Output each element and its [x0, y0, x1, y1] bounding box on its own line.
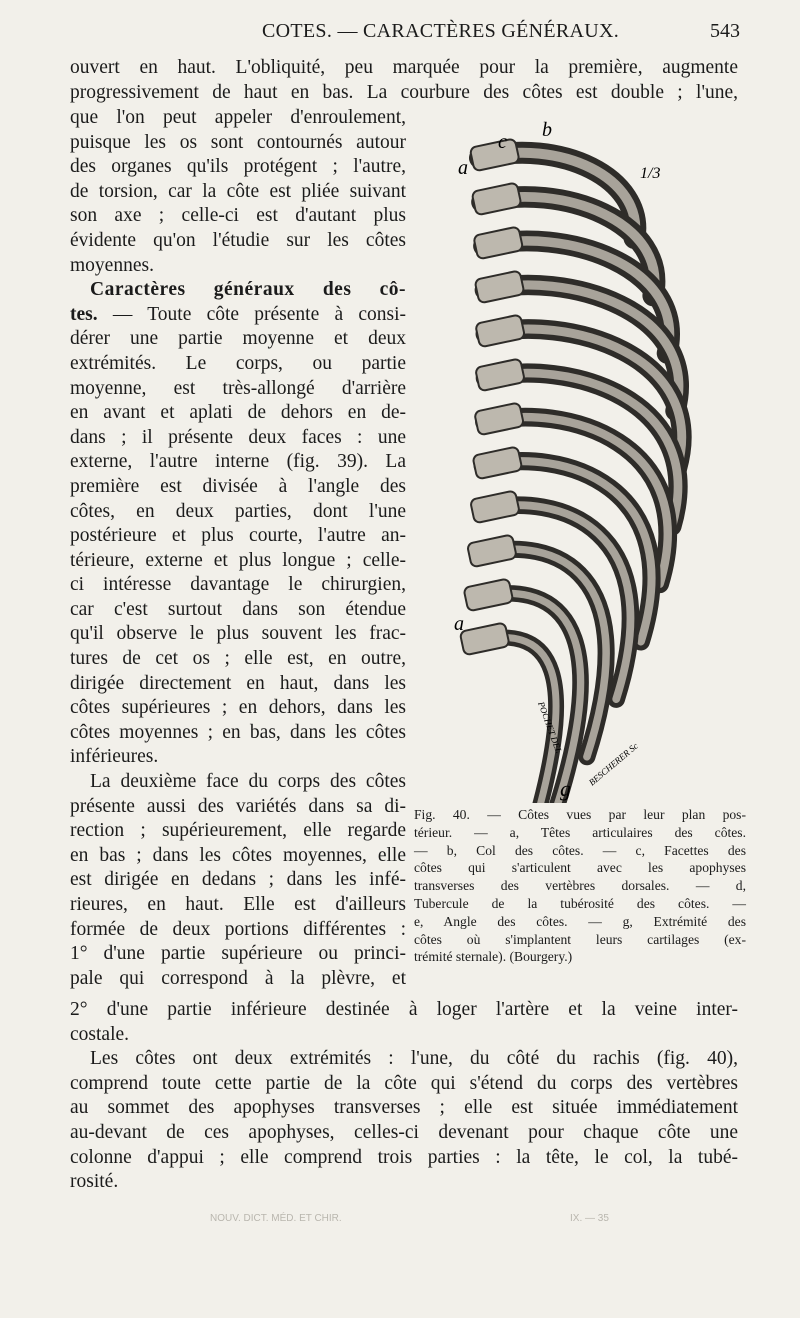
text-line: que l'on peut appeler d'enroulement, [70, 107, 406, 128]
text-line: moyenne, est très-allongé d'arrière [70, 377, 406, 399]
text-line: costale. [70, 1023, 130, 1045]
rib-head [463, 578, 513, 611]
rib-head [472, 182, 522, 215]
rib-head [475, 270, 525, 303]
rib-head [473, 226, 523, 259]
text-line: extrémités. Le corps, ou partie [70, 352, 406, 374]
text-line: La deuxième face du corps des côtes [90, 771, 406, 793]
bottom-paragraph [70, 998, 738, 1195]
label-b: b [542, 119, 552, 141]
text-line: postérieure et plus courte, l'autre an- [70, 525, 406, 547]
caption-line: — b, Col des côtes. — c, Facettes des [414, 842, 746, 858]
text-line: formée de deux portions différentes : [70, 918, 406, 940]
text-line: pale qui correspond à la plèvre, et [70, 967, 406, 989]
text-line: de torsion, car la côte est pliée suivant [70, 180, 406, 202]
text-line: en bas ; dans les côtes moyennes, elle [70, 844, 406, 866]
label-scale: 1/3 [640, 165, 661, 182]
left-column [70, 106, 406, 991]
figure-caption [414, 806, 746, 966]
text-line: rection ; supérieurement, elle regarde [70, 820, 406, 842]
text-line: au-devant de ces apophyses, celles-ci devenant pour chaque côte une [70, 1121, 738, 1143]
rib-head [470, 490, 520, 523]
section-heading: Caractères généraux des cô- [90, 279, 406, 301]
text-line: dérer une partie moyenne et deux [70, 328, 406, 350]
footer-right: IX. — 35 [570, 1213, 609, 1224]
text-line: présente aussi des variétés dans sa di- [70, 795, 406, 817]
text-line: colonne d'appui ; elle comprend trois parties : la tête, le col, la tubé- [70, 1146, 738, 1168]
text-line: dirigée directement en haut, dans les [70, 672, 406, 694]
text-line: inférieures. [70, 746, 159, 768]
ribs-group [460, 138, 682, 803]
caption-line: côtes où s'implantent leurs cartilages (ex- [414, 931, 746, 947]
text-line: tures de cet os ; elle est, en outre, [70, 648, 406, 670]
text-line: 2° d'une partie inférieure destinée à loger l'artère et la veine inter- [70, 999, 738, 1020]
text-line: externe, l'autre interne (fig. 39). La [70, 451, 406, 473]
running-head [70, 18, 740, 48]
text-line: Les côtes ont deux extrémités : l'une, du côté du rachis (fig. 40), [90, 1048, 738, 1070]
text-line: puisque les os sont contournés autour [70, 131, 406, 153]
text-line: côtes, en deux parties, dont l'une [70, 500, 406, 522]
rib-head [475, 358, 525, 391]
text-line: son axe ; celle-ci est d'autant plus [70, 205, 406, 227]
rib-head [467, 534, 517, 567]
text-line: côtes supérieures ; en dehors, dans les [70, 697, 406, 719]
text-line: car c'est surtout dans son étendue [70, 598, 406, 620]
top-paragraph [70, 56, 738, 105]
rib-figure [440, 118, 740, 803]
rib-head [470, 138, 520, 171]
text-line: est dirigée en dedans ; dans les infé- [70, 869, 406, 891]
page-footer [210, 1213, 630, 1224]
rib-cage-illustration [440, 118, 740, 803]
caption-line: Tubercule de la tubérosité des côtes. — [414, 895, 746, 911]
text-line: au sommet des apophyses transverses ; elle est située immédiatement [70, 1097, 738, 1119]
text-line: térieure, externe et plus longue ; celle- [70, 549, 406, 571]
text-line: dans ; il présente deux faces : une [70, 426, 406, 448]
rib-head [474, 402, 524, 435]
text-fragment: — Toute côte présente à consi- [97, 303, 406, 325]
running-title: COTES. — CARACTÈRES GÉNÉRAUX. [262, 20, 620, 42]
text-line: qu'il observe le plus souvent les frac- [70, 623, 406, 645]
text-line: ouvert en haut. L'obliquité, peu marquée pour la première, augmente [70, 57, 738, 78]
text-line: des organes qu'ils protégent ; l'autre, [70, 156, 406, 178]
caption-line: Fig. 40. — Côtes vues par leur plan pos- [414, 807, 746, 822]
label-c: c [498, 131, 507, 153]
text-line: première est divisée à l'angle des [70, 475, 406, 497]
text-line: ci intéresse davantage le chirurgien, [70, 574, 406, 596]
text-line: en avant et aplati de dehors en de- [70, 402, 406, 424]
label-g: g [560, 776, 571, 801]
footer-left: NOUV. DICT. MÉD. ET CHIR. [210, 1213, 342, 1224]
text-line: 1° d'une partie supérieure ou princi- [70, 943, 406, 965]
label-a-top: a [458, 157, 468, 179]
text-line: rosité. [70, 1171, 119, 1193]
rib-head [460, 622, 510, 655]
text-line: évidente qu'on l'étudie sur les côtes [70, 229, 406, 251]
label-a-bottom: a [454, 613, 464, 635]
page-number: 543 [710, 20, 740, 42]
caption-line: térieur. — a, Têtes articulaires des côtes. [414, 824, 746, 840]
text-line: moyennes. [70, 254, 154, 276]
text-line: progressivement de haut en bas. La courbure des côtes est double ; l'une, [70, 81, 738, 103]
rib-head [475, 314, 525, 347]
section-heading-cont: tes. [70, 303, 98, 325]
text-line: comprend toute cette partie de la côte qui s'étend du corps des vertèbres [70, 1072, 738, 1094]
text-line: rieures, en haut. Elle est d'ailleurs [70, 894, 406, 915]
signature-left: POCHET DEL [536, 700, 565, 755]
caption-line: e, Angle des côtes. — g, Extrémité des [414, 913, 746, 929]
text-line [70, 303, 406, 328]
caption-line: trémité sternale). (Bourgery.) [414, 949, 573, 965]
caption-line: transverses des vertèbres dorsales. — d, [414, 878, 746, 894]
text-line: côtes moyennes ; en bas, dans les côtes [70, 721, 406, 743]
rib-head [472, 446, 522, 479]
signature-right: BESCHERER Sc [586, 740, 640, 788]
caption-line: côtes qui s'articulent avec les apophyses [414, 860, 746, 876]
